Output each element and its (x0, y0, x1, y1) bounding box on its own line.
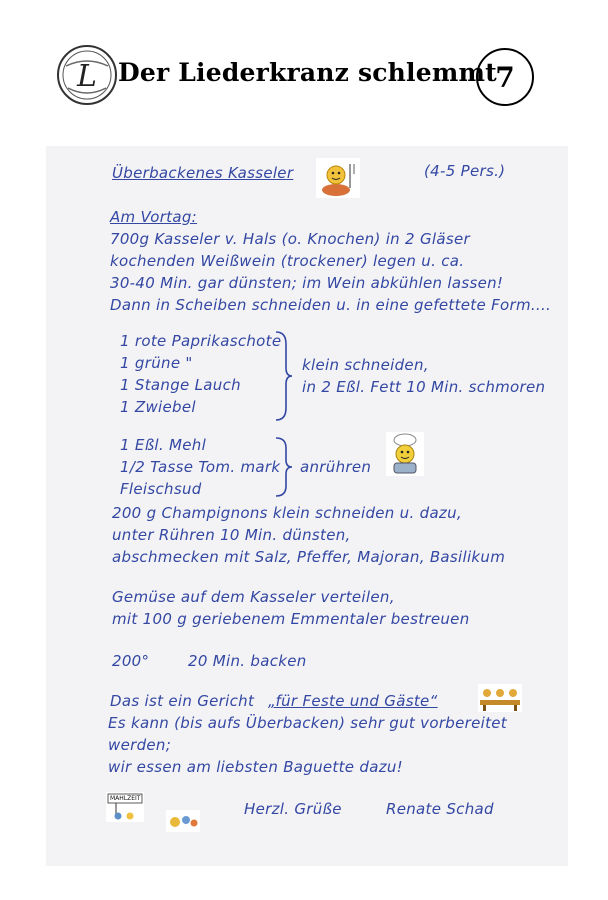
prep-line: kochenden Weißwein (trockener) legen u. ca. (110, 252, 465, 270)
note-line: Es kann (bis aufs Überbacken) sehr gut vorbereitet (108, 714, 507, 732)
recipe-title: Überbackenes Kasseler (112, 164, 294, 182)
veg-brace (274, 330, 294, 422)
note-highlight: „für Feste und Gäste“ (268, 692, 438, 710)
mahlzeit-sign-text: MAHLZEIT (110, 795, 141, 802)
veg-item: 1 grüne " (120, 354, 193, 372)
mushroom-line: 200 g Champignons klein schneiden u. dazu, (112, 504, 462, 522)
page-header (0, 0, 608, 120)
sauce-instruction: anrühren (300, 458, 372, 476)
servings: (4-5 Pers.) (424, 162, 506, 180)
mushroom-line: abschmecken mit Salz, Pfeffer, Majoran, Basilikum (112, 548, 506, 566)
veg-spread-line: mit 100 g geriebenem Emmentaler bestreuen (112, 610, 470, 628)
prep-line: 700g Kasseler v. Hals (o. Knochen) in 2 Gläser (110, 230, 470, 248)
bake-temperature: 200° (112, 652, 150, 670)
note-line: wir essen am liebsten Baguette dazu! (108, 758, 403, 776)
veg-spread-line: Gemüse auf dem Kasseler verteilen, (112, 588, 395, 606)
sauce-item: Fleischsud (120, 480, 202, 498)
liederkranz-logo (56, 44, 118, 106)
cook-sticker-icon (386, 432, 424, 476)
sauce-brace (274, 436, 294, 498)
sauce-item: 1/2 Tasse Tom. mark (120, 458, 281, 476)
page-title: Der Liederkranz schlemmt (118, 58, 497, 87)
svg-text:L: L (77, 59, 97, 94)
bake-time: 20 Min. backen (188, 652, 307, 670)
note-line: werden; (108, 736, 172, 754)
signature: Renate Schad (386, 800, 494, 818)
veg-item: 1 Stange Lauch (120, 376, 241, 394)
page-number-badge: 7 (476, 48, 534, 106)
greeting: Herzl. Grüße (244, 800, 342, 818)
prep-line: 30-40 Min. gar dünsten; im Wein abkühlen lassen! (110, 274, 504, 292)
veg-instruction: klein schneiden, (302, 356, 429, 374)
mushroom-line: unter Rühren 10 Min. dünsten, (112, 526, 351, 544)
food-sticker-icon (166, 810, 200, 832)
veg-item: 1 Zwiebel (120, 398, 196, 416)
prep-heading: Am Vortag: (110, 208, 198, 226)
prep-line: Dann in Scheiben schneiden u. in eine gefettete Form.... (110, 296, 552, 314)
veg-item: 1 rote Paprikaschote (120, 332, 282, 350)
recipe-sheet (46, 146, 568, 866)
veg-instruction: in 2 Eßl. Fett 10 Min. schmoren (302, 378, 546, 396)
note-prefix: Das ist ein Gericht (110, 692, 255, 710)
party-table-sticker-icon (478, 684, 522, 712)
sauce-item: 1 Eßl. Mehl (120, 436, 207, 454)
chef-sticker-icon (316, 158, 360, 198)
mahlzeit-sticker (106, 792, 144, 822)
